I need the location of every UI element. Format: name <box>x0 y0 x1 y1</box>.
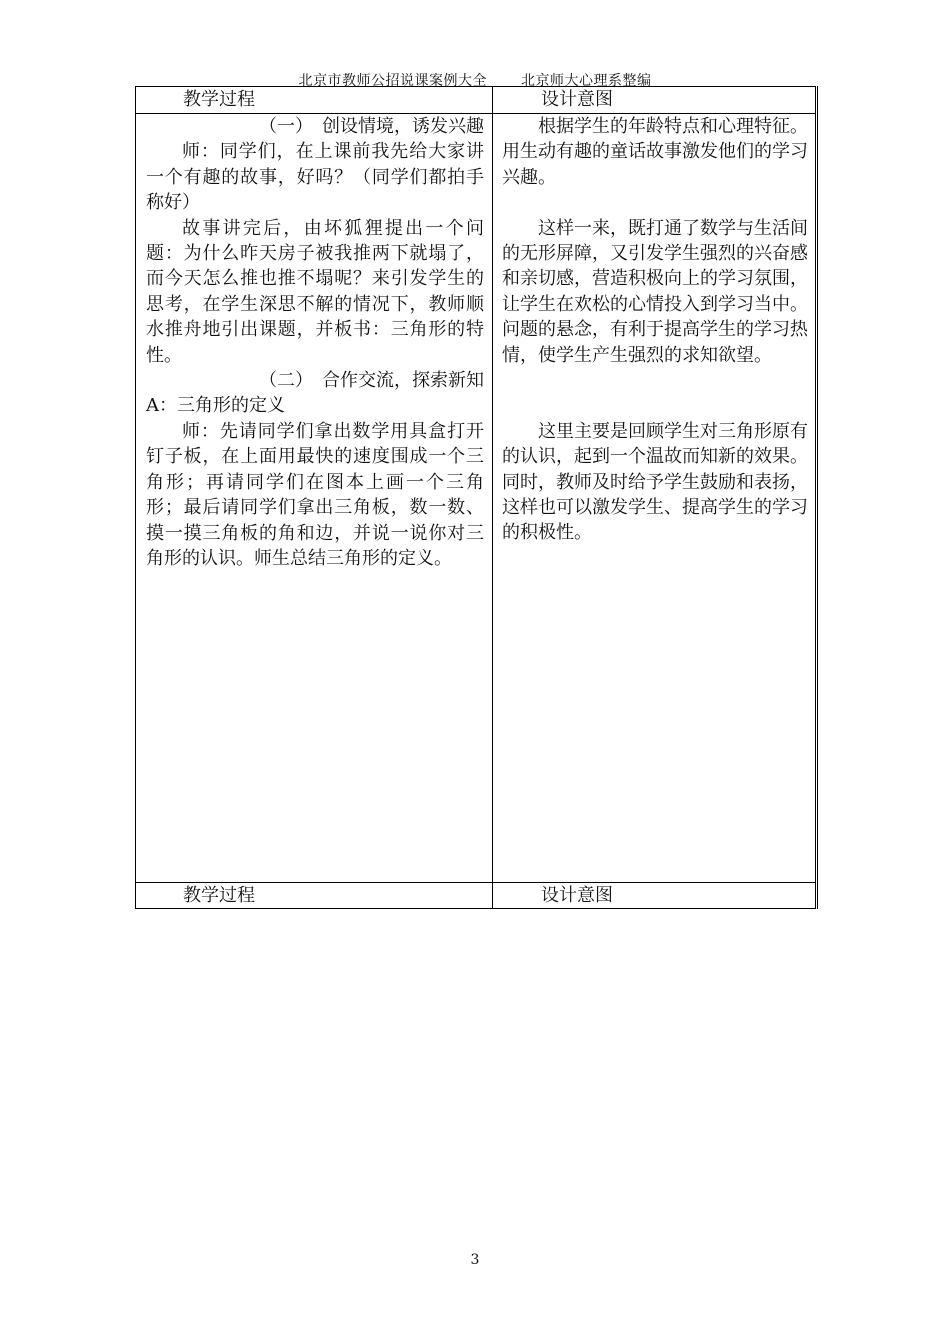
subsection-a: A：三角形的定义 <box>146 395 285 417</box>
section-title-2: （二） 合作交流，探索新知 <box>259 370 484 392</box>
footer-intent: 设计意图 <box>541 885 613 906</box>
header-right: 北京师大心理系整编 <box>521 73 652 89</box>
header-process: 教学过程 <box>183 89 255 110</box>
page-number: 3 <box>470 1252 480 1268</box>
process-paragraph-1: 师：同学们，在上课前我先给大家讲一个有趣的故事，好吗？（同学们都拍手称好） <box>146 141 484 214</box>
header-intent: 设计意图 <box>541 89 613 110</box>
header-left: 北京市教师公招说课案例大全 <box>298 73 487 89</box>
intent-column <box>502 114 808 546</box>
intent-paragraph-2: 这样一来，既打通了数学与生活间的无形屏障，又引发学生强烈的兴奋感和亲切感，营造积极向上的学习氛围，让学生在欢松的心情投入到学习当中。问题的悬念，有利于提高学生的学习热情，使学生产生强烈的求知欲望。 <box>502 217 808 366</box>
process-paragraph-3: 师：先请同学们拿出数学用具盒打开钉子板，在上面用最快的速度围成一个三角形；再请同学们在图本上画一个三角形；最后请同学们拿出三角板，数一数、摸一摸三角板的角和边，并说一说你对三角形的认识。师生总结三角形的定义。 <box>146 420 484 569</box>
column-divider <box>492 87 493 908</box>
intent-paragraph-1: 根据学生的年龄特点和心理特征。用生动有趣的童话故事激发他们的学习兴趣。 <box>502 116 808 188</box>
process-paragraph-2: 故事讲完后，由坏狐狸提出一个问题：为什么昨天房子被我推两下就塌了，而今天怎么推也推不塌呢？来引发学生的思考，在学生深思不解的情况下，教师顺水推舟地引出课题，并板书：三角形的特性。 <box>146 217 484 366</box>
lesson-table <box>135 86 816 909</box>
process-column <box>146 114 484 571</box>
section-title-1: （一） 创设情境，诱发兴趣 <box>259 116 484 137</box>
intent-paragraph-3: 这里主要是回顾学生对三角形原有的认识，起到一个温故而知新的效果。同时，教师及时给予学生鼓励和表扬，这样也可以激发学生、提高学生的学习的积极性。 <box>502 420 808 544</box>
footer-process: 教学过程 <box>183 885 255 906</box>
table-right-double-border <box>817 86 818 909</box>
